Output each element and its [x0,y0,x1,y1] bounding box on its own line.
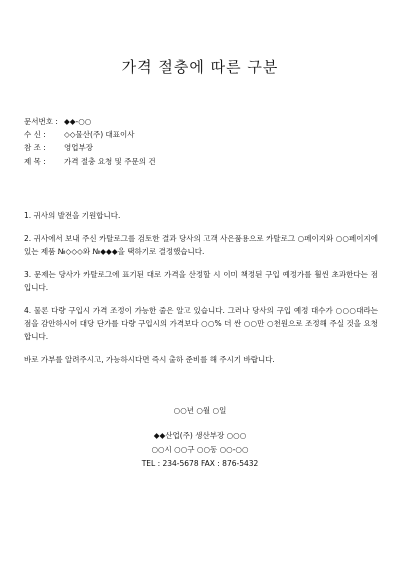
meta-label: 제 목 : [24,156,46,166]
meta-value: ◆◆-○○ [64,117,92,126]
body-paragraph: 4. 물론 다량 구입시 가격 조정이 가능한 줄은 알고 있습니다. 그러나 당사의 구입 예정 대수가 ○○○대라는 점을 감안하시어 대당 단가를 다량 구입시의 가격보다 ○○% 더 싼 ○○만 ○천원으로 조정해 주실 것을 요청합니다. [24,306,378,342]
meta-doc-number [24,115,156,128]
body-paragraph: 1. 귀사의 발전을 기원합니다. [24,211,121,220]
sender-company: ◆◆산업(주) 생산부장 ○○○ [153,431,247,440]
document-meta [24,115,156,168]
meta-value: 가격 절충 요청 및 주문의 건 [64,156,156,166]
document-title: 가격 절충에 따른 구분 [121,58,279,76]
meta-recipient [24,128,156,141]
document-body [24,210,378,378]
sender-contact: TEL : 234-5678 FAX : 876-5432 [141,459,259,468]
sender-address: ○○시 ○○구 ○○동 ○○-○○ [151,445,249,454]
meta-label: 참 조 : [24,143,46,153]
document-date: ○○년 ○월 ○일 [173,406,227,415]
meta-label: 수 신 : [24,130,46,140]
meta-subject [24,155,156,168]
body-paragraph: 3. 문제는 당사가 카탈로그에 표기된 대로 가격을 산정할 시 이미 책정된 구입 예정가를 훨씬 초과한다는 점입니다. [24,270,378,293]
meta-value: 영업부장 [64,143,93,153]
meta-label: 문서번호 : [24,117,58,126]
meta-reference [24,141,156,154]
signature-block [0,404,400,471]
body-paragraph: 바로 가부를 알려주시고, 가능하시다면 즉시 출하 준비를 해 주시기 바랍니다. [24,355,275,365]
body-paragraph: 2. 귀사에서 보내 주신 카탈로그를 검토한 결과 당사의 고객 사은품용으로 카탈로그 ○페이지와 ○○페이지에 있는 제품 №◇◇◇와 №◆◆◆을 택하기로 결정했습니다. [24,234,378,257]
meta-value: ◇◇물산(주) 대표이사 [64,130,135,140]
